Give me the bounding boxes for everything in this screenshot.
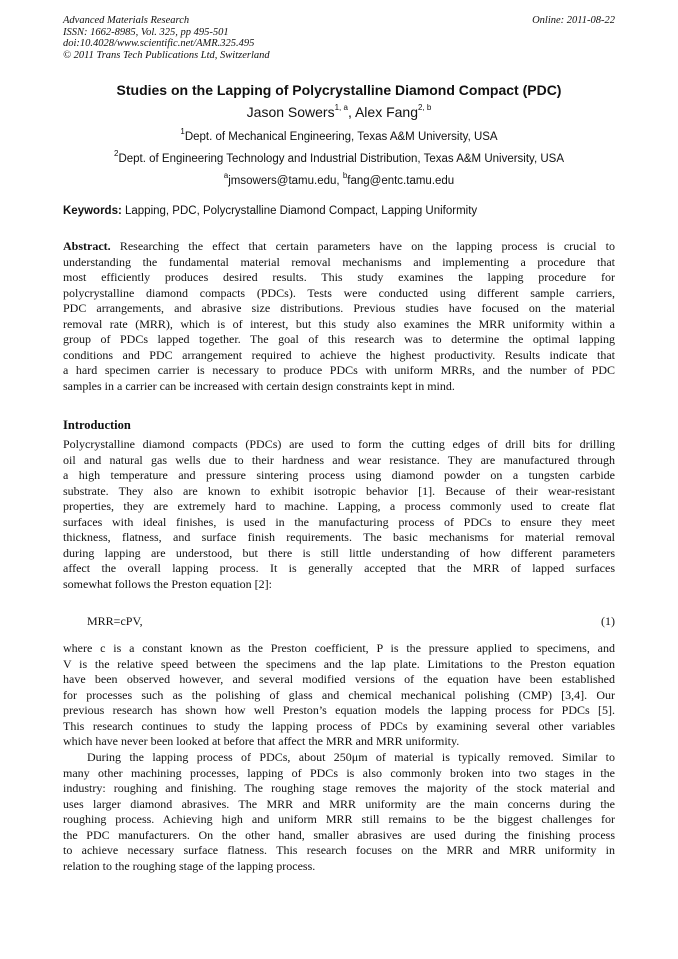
abstract-line: a hard specimen carrier is necessary to produce PDCs with uniform MRRs, and the number of PDC xyxy=(63,363,615,377)
abstract-line: PDC arrangements, and abrasive size distributions. Previous studies have focused on the material xyxy=(63,301,615,315)
paragraph-line: the PDC manufacturers. On the other hand, smaller abrasives are used during the finishing process xyxy=(63,827,615,842)
paragraph-line: properties, they are extremely hard to machine. Lapping, a process commonly used to create flat xyxy=(63,499,615,513)
paragraph-line: for processes such as the polishing of glass and chemical mechanical polishing (CMP) [3,4]. Our xyxy=(63,687,615,702)
email-address[interactable]: fang@entc.tamu.edu xyxy=(347,175,455,187)
paragraph-line: relation to the roughing stage of the lapping process. xyxy=(63,858,316,873)
doi-line: doi:10.4028/www.scientific.net/AMR.325.495 xyxy=(63,38,255,49)
abstract-label: Abstract. xyxy=(63,239,111,253)
paragraph-line: Polycrystalline diamond compacts (PDCs) are used to form the cutting edges of drill bits for drilling xyxy=(63,437,615,451)
equation-number: (1) xyxy=(601,614,615,628)
paragraph-line: affect the overall lapping process. It is generally accepted that the MRR of lapped surfaces xyxy=(63,561,615,575)
abstract xyxy=(63,239,615,394)
paragraph-line: where c is a constant known as the Preston coefficient, P is the pressure applied to specimens, and xyxy=(63,641,615,655)
abstract-line: understanding the fundamental material removal mechanisms and implementing a procedure that xyxy=(63,254,615,269)
paragraph-line: during lapping are understood, but there is still little understanding of how different parameters xyxy=(63,545,615,560)
email-separator: , xyxy=(336,175,343,187)
author-affiliation-marker: 2, b xyxy=(418,103,432,113)
paragraph-line: uses larger diamond abrasives. The MRR and MRR uniformity are the main concerns during the xyxy=(63,796,615,811)
paragraph-line: industry: roughing and finishing. The roughing stage removes the majority of the stock material and xyxy=(63,781,615,795)
introduction-paragraph-2 xyxy=(63,641,615,750)
paper-title: Studies on the Lapping of Polycrystalline Diamond Compact (PDC) xyxy=(116,82,562,98)
affiliation-marker: 2 xyxy=(114,149,119,159)
paragraph-line: thickness, flatness, and surface finish requirements. The basic mechanisms for material removal xyxy=(63,530,615,544)
abstract-line: conditions and PDC arrangement required to achieve the highest productivity. Results indicate that xyxy=(63,347,615,362)
preston-equation xyxy=(87,614,615,629)
paragraph-line: which have never been looked at before that affect the MRR and MRR uniformity. xyxy=(63,734,460,748)
issn-line: ISSN: 1662-8985, Vol. 325, pp 495-501 xyxy=(63,26,229,38)
abstract-line: most efficiently produces desired results. This study examines the lapping procedure for xyxy=(63,270,615,284)
paragraph-line: This research continues to study the lapping process of PDCs by examining several other variables xyxy=(63,718,615,733)
paragraph-line: a high temperature and pressure sintering process using diamond powder on a tungsten carbide xyxy=(63,468,615,482)
affiliation-2 xyxy=(63,149,615,165)
copyright-line: © 2011 Trans Tech Publications Ltd, Switzerland xyxy=(63,49,270,61)
author-affiliation-marker: 1, a xyxy=(334,103,348,113)
author-name: Alex Fang xyxy=(354,104,418,120)
introduction-paragraph-1 xyxy=(63,437,615,592)
email-line xyxy=(63,171,615,187)
journal-name: Advanced Materials Research xyxy=(63,15,190,26)
paragraph-line: roughing process. Achieving high and uniform MRR still remains to be the biggest challenges for xyxy=(63,812,615,826)
paragraph-line: to achieve necessary surface flatness. This research focuses on the MRR and MRR uniformity in xyxy=(63,843,615,857)
online-date: Online: 2011-08-22 xyxy=(532,15,615,26)
paragraph-line: previous research has shown how well Preston’s equation models the lapping process for PDCs [5]. xyxy=(63,703,615,717)
introduction-paragraph-3 xyxy=(63,750,615,874)
author-separator: , xyxy=(347,104,355,120)
paragraph-line: many other machining processes, lapping of PDCs is also commonly broken into two stages in the xyxy=(63,765,615,780)
keywords-label: Keywords: xyxy=(63,205,122,217)
paragraph-line: V is the relative speed between the specimens and the lap plate. Limitations to the Preston equation xyxy=(63,656,615,671)
affiliation-1 xyxy=(63,127,615,143)
abstract-line: group of PDCs lapped together. The goal of this research was to determine the optimal lapping xyxy=(63,332,615,346)
email-marker: b xyxy=(342,171,348,181)
author-name: Jason Sowers xyxy=(246,104,335,120)
paragraph-line: somewhat follows the Preston equation [2]: xyxy=(63,576,272,591)
affiliation-text: Dept. of Mechanical Engineering, Texas A&M University, USA xyxy=(184,131,498,143)
keywords-text: Lapping, PDC, Polycrystalline Diamond Compact, Lapping Uniformity xyxy=(121,205,478,217)
journal-header xyxy=(63,15,615,61)
section-heading-introduction: Introduction xyxy=(63,418,131,432)
email-marker: a xyxy=(223,171,229,181)
abstract-line: polycrystalline diamond compacts (PDCs). Tests were conducted using different sample carriers, xyxy=(63,285,615,300)
equation-text: MRR=cPV, xyxy=(87,614,143,628)
affiliation-marker: 1 xyxy=(180,127,185,137)
abstract-line: samples in a carrier can be increased with certain design constraints kept in mind. xyxy=(63,378,455,393)
paragraph-line: have been observed however, and several modified versions of the equation have been established xyxy=(63,672,615,686)
email-address[interactable]: jmsowers@tamu.edu xyxy=(228,175,337,187)
keywords xyxy=(63,205,623,217)
abstract-line: Researching the effect that certain parameters have on the lapping process is crucial to xyxy=(110,239,615,253)
author-list xyxy=(63,104,615,120)
paragraph-line: surfaces with ideal finishes, is used in the manufacturing process of PDCs to ensure they meet xyxy=(63,514,615,529)
paragraph-line: During the lapping process of PDCs, about 250μm of material is typically removed. Similar to xyxy=(87,750,615,764)
paragraph-line: substrate. They also are known to exhibit isotropic behavior [1]. Because of their wear-resistant xyxy=(63,483,615,498)
paragraph-line: oil and natural gas wells due to their hardness and wear resistance. They are manufactured through xyxy=(63,452,615,467)
abstract-line: removal rate (MRR), which is of interest, but this study also examines the MRR uniformity within a xyxy=(63,316,615,331)
affiliation-text: Dept. of Engineering Technology and Industrial Distribution, Texas A&M University, USA xyxy=(118,153,564,165)
